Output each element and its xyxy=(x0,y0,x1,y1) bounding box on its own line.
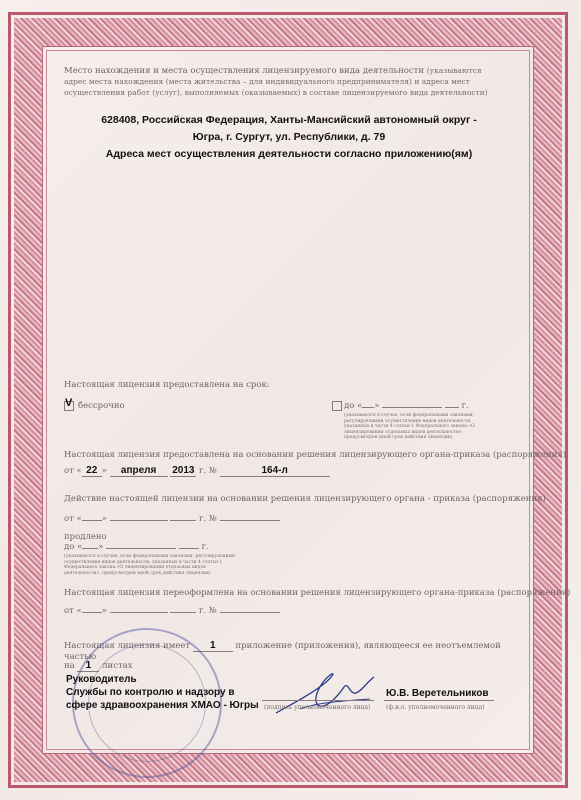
basis-year: 2013 xyxy=(172,465,195,476)
term-until-suffix: г. xyxy=(461,401,469,411)
location-label: Место нахождения и места осуществления лицензируемого вида деятельности xyxy=(64,66,425,76)
extension-from: от « xyxy=(64,514,82,524)
basis-number-label: № xyxy=(208,466,217,476)
extension-date-line: от « » г. № xyxy=(64,514,280,525)
reissue-year-suffix: г. xyxy=(199,606,207,616)
signatory-title-line-2: Службы по контролю и надзору в xyxy=(66,687,235,698)
extension-year-suffix: г. xyxy=(199,514,207,524)
signature-underline xyxy=(262,700,374,701)
term-label: Настоящая лицензия предоставлена на срок: xyxy=(64,380,270,390)
basis-year-suffix: г. xyxy=(199,466,207,476)
address-block xyxy=(64,112,514,163)
term-until-line: до « » г. xyxy=(344,401,469,411)
basis-month: апреля xyxy=(110,465,168,477)
reissue-number-label: № xyxy=(208,606,217,616)
term-until-checkbox xyxy=(332,401,342,411)
reissue-from: от « xyxy=(64,606,82,616)
sheets-on: на xyxy=(64,661,75,671)
appendix-count: 1 xyxy=(193,640,233,652)
location-note: (указываются адрес места нахождения (места жительства – для индивидуального предпринимателя) и адреса мест осуществления работ (услуг), выполняемых (оказываемых) в составе лицензируемого вида деятельности) xyxy=(64,66,488,97)
signatory-title-line-1: Руководитель xyxy=(66,674,137,685)
extension-number-label: № xyxy=(208,514,217,524)
name-underline xyxy=(384,700,494,701)
term-until-note: (указывается в случае, если федеральными законами, регулирующими осуществление видов деятельности, указанных в части 4 статьи 1 Федерального закона «О лицензировании отдельных видов деятельности», предусмотрен иной срок действия лицензии) xyxy=(344,413,475,440)
check-mark: V xyxy=(65,397,73,409)
signatory-title-line-3: сфере здравоохранения ХМАО - Югры xyxy=(66,700,259,711)
basis-from: от « xyxy=(64,466,82,476)
basis-number: 164-л xyxy=(220,465,330,477)
address-line-2: Югра, г. Сургут, ул. Республики, д. 79 xyxy=(192,131,386,143)
extension-label: Действие настоящей лицензии на основании решения лицензирующего органа - приказа (распоряжения) xyxy=(64,494,546,504)
extension-note: (указывается в случае, если федеральными законами, регулирующими осуществление видов деятельности, указанных в части 4 статьи 1 Федерального закона «О лицензировании отдельных видов деятельности», предусмотрен иной срок действия лицензии) xyxy=(64,554,235,576)
signatory-name: Ю.В. Веретельников xyxy=(386,688,489,699)
signatory-title xyxy=(66,673,259,712)
basis-day: 22 xyxy=(82,465,102,477)
name-caption: (ф.и.о. уполномоченного лица) xyxy=(386,704,485,711)
appendix-prefix: Настоящая лицензия имеет xyxy=(64,641,191,651)
address-line-1: 628408, Российская Федерация, Ханты-Мансийский автономный округ - xyxy=(101,114,477,126)
reissue-label: Настоящая лицензия переоформлена на основании решения лицензирующего органа-приказа (распоряжения) xyxy=(64,588,571,598)
term-until-prefix: до « xyxy=(344,401,363,411)
extension-prolonged: продлено xyxy=(64,532,107,542)
reissue-date-line: от « » г. № xyxy=(64,606,280,617)
sheets-count: 1 xyxy=(77,660,99,672)
basis-label: Настоящая лицензия предоставлена на основании решения лицензирующего органа-приказа (распоряжения) xyxy=(64,450,567,460)
indefinite-label: бессрочно xyxy=(78,401,125,411)
signature-caption: (подпись уполномоченного лица) xyxy=(264,704,371,711)
sheets-label: листах xyxy=(102,661,133,671)
location-header xyxy=(64,66,504,99)
extension-until-suffix: г. xyxy=(201,542,209,552)
address-line-3: Адреса мест осуществления деятельности согласно приложению(ям) xyxy=(105,148,473,160)
extension-until-prefix: до « xyxy=(64,542,83,552)
basis-date-line: от « 22 » апреля 2013 г. № 164-л xyxy=(64,465,504,477)
appendix-suffix: приложение (приложения), являющееся ее неотъемлемой частью xyxy=(64,641,501,662)
extension-until-line: до « » г. xyxy=(64,542,209,552)
